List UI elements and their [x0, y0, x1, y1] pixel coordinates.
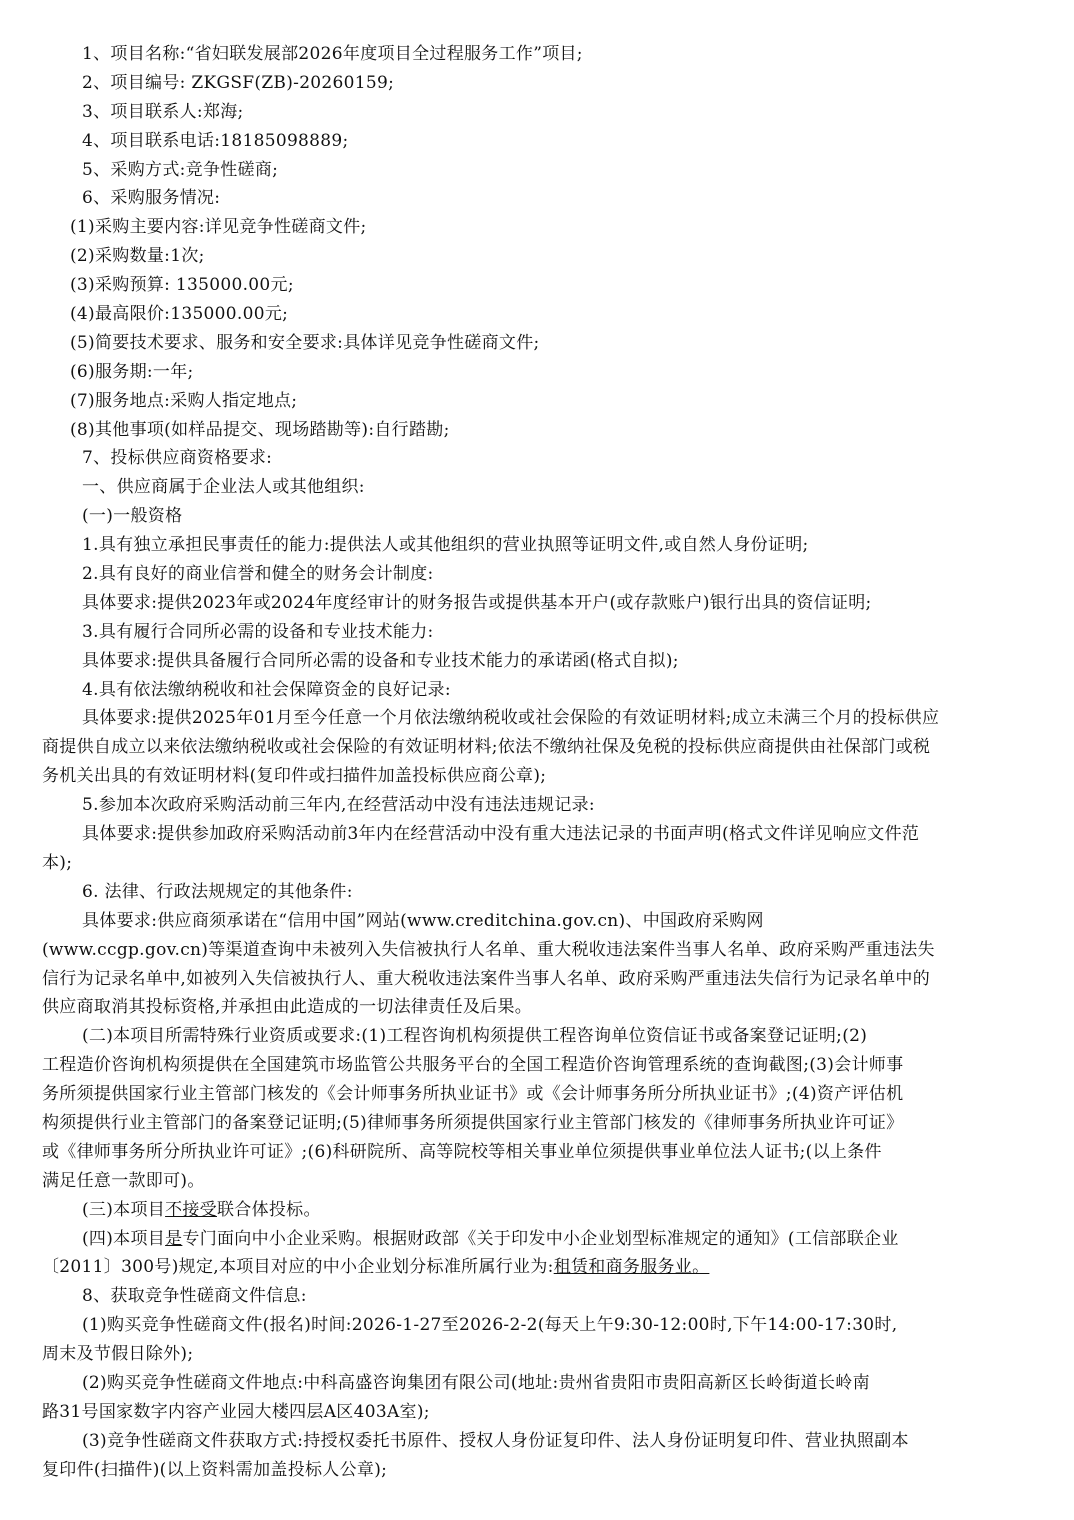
text-line: 具体要求:提供参加政府采购活动前3年内在经营活动中没有重大违法记录的书面声明(格式文件详见响应文件范: [82, 824, 920, 845]
text-line: (3)竞争性磋商文件获取方式:持授权委托书原件、授权人身份证复印件、法人身份证明复印件、营业执照副本: [82, 1430, 909, 1451]
text-line: 1.具有独立承担民事责任的能力:提供法人或其他组织的营业执照等证明文件,或自然人身份证明;: [82, 535, 809, 556]
line-text: (三)本项目: [82, 1199, 166, 1220]
text-line: 务所须提供国家行业主管部门核发的《会计师事务所执业证书》或《会计师事务所分所执业证书》;(4)资产评估机: [42, 1084, 904, 1105]
text-line: 复印件(扫描件)(以上资料需加盖投标人公章);: [42, 1459, 388, 1480]
line-text: (四)本项目: [82, 1228, 166, 1249]
text-line: 1、项目名称:“省妇联发展部2026年度项目全过程服务工作”项目;: [82, 44, 583, 64]
text-line: 4.具有依法缴纳税收和社会保障资金的良好记录:: [82, 679, 451, 700]
text-line: 8、获取竞争性磋商文件信息:: [82, 1286, 307, 1307]
text-line: 务机关出具的有效证明材料(复印件或扫描件加盖投标供应商公章);: [42, 766, 547, 787]
text-line: 信行为记录名单中,如被列入失信被执行人、重大税收违法案件当事人名单、政府采购严重违法失信行为记录名单中的: [42, 968, 931, 989]
line-text: 专门面向中小企业采购。根据财政部《关于印发中小企业划型标准规定的通知》(工信部联企业: [182, 1228, 899, 1249]
text-line: 3.具有履行合同所必需的设备和专业技术能力:: [82, 621, 434, 642]
text-line: (www.ccgp.gov.cn)等渠道查询中未被列入失信被执行人名单、重大税收违法案件当事人名单、政府采购严重违法失: [42, 939, 935, 960]
text-line: (2)购买竞争性磋商文件地点:中科高盛咨询集团有限公司(地址:贵州省贵阳市贵阳高新区长岭街道长岭南: [82, 1372, 870, 1393]
text-line: 7、投标供应商资格要求:: [82, 448, 273, 469]
text-line: 周末及节假日除外);: [42, 1344, 194, 1365]
text-line: 2.具有良好的商业信誉和健全的财务会计制度:: [82, 564, 434, 585]
text-line: (4)最高限价:135000.00元;: [70, 304, 289, 325]
text-line: 具体要求:提供具备履行合同所必需的设备和专业技术能力的承诺函(格式自拟);: [82, 650, 679, 671]
text-line: (3)采购预算: 135000.00元;: [70, 275, 294, 296]
text-line: [42, 1196, 1032, 1225]
underlined-value: 租赁和商务服务业。: [553, 1257, 710, 1278]
text-line: 构须提供行业主管部门的备案登记证明;(5)律师事务所须提供国家行业主管部门核发的《律师事务所执业许可证》: [42, 1112, 904, 1133]
text-line: [42, 1225, 1032, 1254]
text-line: 5、采购方式:竞争性磋商;: [82, 159, 279, 180]
text-line: 路31号国家数字内容产业园大楼四层A区403A室);: [42, 1401, 430, 1422]
text-line: 具体要求:提供2025年01月至今任意一个月依法缴纳税收或社会保险的有效证明材料;成立未满三个月的投标供应: [82, 708, 940, 729]
text-line: (6)服务期:一年;: [70, 361, 194, 382]
text-line: (1)采购主要内容:详见竞争性磋商文件;: [70, 217, 367, 238]
text-line: (1)购买竞争性磋商文件(报名)时间:2026-1-27至2026-2-2(每天上午9:30-12:00时,下午14:00-17:30时,: [82, 1315, 898, 1336]
text-line: 3、项目联系人:郑海;: [82, 101, 244, 122]
underlined-value: 不接受: [165, 1199, 217, 1220]
text-line: (5)简要技术要求、服务和安全要求:具体详见竞争性磋商文件;: [70, 332, 540, 353]
line-text: 联合体投标。: [216, 1199, 321, 1220]
underlined-value: 是: [165, 1228, 183, 1249]
text-line: [42, 1253, 1032, 1282]
text-line: 供应商取消其投标资格,并承担由此造成的一切法律责任及后果。: [42, 997, 533, 1018]
text-line: (8)其他事项(如样品提交、现场踏勘等):自行踏勘;: [70, 419, 450, 440]
line-text: 〔2011〕300号)规定,本项目对应的中小企业划分标准所属行业为:: [42, 1257, 554, 1278]
text-line: 具体要求:提供2023年或2024年度经审计的财务报告或提供基本开户(或存款账户)银行出具的资信证明;: [82, 592, 872, 613]
text-line: 工程造价咨询机构须提供在全国建筑市场监管公共服务平台的全国工程造价咨询管理系统的查询截图;(3)会计师事: [42, 1055, 904, 1076]
text-line: 满足任意一款即可)。: [42, 1170, 205, 1191]
text-line: 4、项目联系电话:18185098889;: [82, 130, 349, 151]
text-line: (二)本项目所需特殊行业资质或要求:(1)工程咨询机构须提供工程咨询单位资信证书或备案登记证明;(2): [82, 1026, 868, 1047]
text-line: 本);: [42, 852, 73, 873]
text-line: (7)服务地点:采购人指定地点;: [70, 390, 298, 411]
text-line: 具体要求:供应商须承诺在“信用中国”网站(www.creditchina.gov.cn)、中国政府采购网: [82, 910, 764, 931]
text-line: 2、项目编号: ZKGSF(ZB)-20260159;: [82, 72, 395, 93]
text-line: 6、采购服务情况:: [82, 188, 221, 209]
text-line: 或《律师事务所分所执业许可证》;(6)科研院所、高等院校等相关事业单位须提供事业单位法人证书;(以上条件: [42, 1141, 882, 1162]
text-line: (2)采购数量:1次;: [70, 246, 205, 267]
text-line: 商提供自成立以来依法缴纳税收或社会保险的有效证明材料;依法不缴纳社保及免税的投标供应商提供由社保部门或税: [42, 737, 931, 758]
text-line: 5.参加本次政府采购活动前三年内,在经营活动中没有违法违规记录:: [82, 795, 595, 816]
text-line: 一、供应商属于企业法人或其他组织:: [82, 477, 365, 498]
text-line: 6. 法律、行政法规规定的其他条件:: [82, 881, 353, 902]
text-line: (一)一般资格: [82, 506, 183, 527]
